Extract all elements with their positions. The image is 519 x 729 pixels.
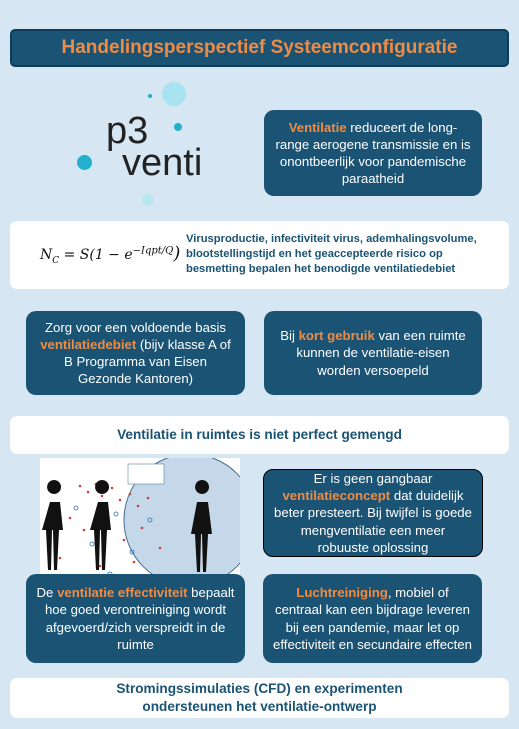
card-concept-post: dat duidelijk beter presteert. Bij twijfel is goede mengventilatie een meer robuuste oplossing xyxy=(274,488,472,555)
logo-bubble-small xyxy=(148,94,152,98)
card-kort-post: van een ruimte kunnen de ventilatie-eisen worden versoepeld xyxy=(296,328,466,378)
formula-lhs-sub: C xyxy=(52,255,60,266)
banner-niet-perfect-gemengd: Ventilatie in ruimtes is niet perfect gemengd xyxy=(10,416,509,454)
card-concept-pre: Er is geen gangbaar xyxy=(313,471,433,487)
illustration-legend-box xyxy=(128,464,164,484)
card-lucht-highlight: Luchtreiniging xyxy=(296,585,388,601)
card-concept-text xyxy=(274,470,472,556)
formula-panel xyxy=(10,221,509,289)
logo-text-venti: venti xyxy=(122,142,203,184)
card-ventilatie-effectiviteit xyxy=(26,574,245,663)
card-kort-text xyxy=(274,327,472,378)
card-ventilatie xyxy=(264,110,482,196)
banner-cfd xyxy=(10,678,509,718)
card-effectiviteit-highlight: ventilatie effectiviteit xyxy=(57,585,188,601)
card-ventilatieconcept xyxy=(263,469,483,557)
card-ventilatie-rest: reduceert de long-range aerogene transmissie en is onontbeerlijk voor pandemische paraatheid xyxy=(275,119,471,187)
banner-cfd-text: Stromingssimulaties (CFD) en experimenten ondersteunen het ventilatie-ontwerp xyxy=(116,680,403,714)
card-kort-highlight: kort gebruik xyxy=(298,328,375,344)
logo-bubble-left xyxy=(77,155,92,170)
logo-bubble-right xyxy=(174,123,182,131)
card-lucht-text xyxy=(273,584,472,653)
logo-bubble-bottom xyxy=(142,194,154,206)
formula-eq: = S(1 − e xyxy=(59,247,133,263)
formula xyxy=(40,243,180,266)
card-ventilatie-highlight: Ventilatie xyxy=(288,119,347,135)
page-title: Handelingsperspectief Systeemconfiguratie xyxy=(10,29,509,67)
mixing-illustration xyxy=(40,458,240,588)
card-basis-text xyxy=(36,319,235,388)
formula-description: Virusproductie, infectiviteit virus, ademhalingsvolume, blootstellingstijd en het geaccepteerde risico op besmetting bepalen het benodigde ventilatiedebiet xyxy=(186,233,477,276)
card-effectiviteit-text xyxy=(36,584,235,653)
card-ventilatie-text xyxy=(274,119,472,188)
card-kort-gebruik xyxy=(264,311,482,395)
card-lucht-post: , mobiel of centraal kan een bijdrage leveren bij een pandemie, maar let op effectiviteit en secundaire effecten xyxy=(273,585,472,652)
card-concept-highlight: ventilatieconcept xyxy=(282,488,391,504)
card-basis-pre: Zorg voor een voldoende basis xyxy=(44,319,227,335)
card-basis-highlight: ventilatiedebiet xyxy=(40,336,137,352)
card-basis-post: (bijv klasse A of B Programma van Eisen Gezonde Kantoren) xyxy=(64,336,231,387)
formula-close: ) xyxy=(173,243,181,264)
card-effectiviteit-pre: De xyxy=(36,585,58,601)
p3venti-logo xyxy=(60,90,250,200)
card-basis-ventilatiedebiet xyxy=(26,311,245,395)
logo-text-p3: p3 xyxy=(106,110,149,152)
formula-exponent: −Iqpt/Q xyxy=(132,245,174,257)
card-effectiviteit-post: bepaalt hoe goed verontreiniging wordt afgevoerd/zich verspreidt in de ruimte xyxy=(44,585,235,652)
card-kort-pre: Bij xyxy=(280,328,299,344)
card-luchtreiniging xyxy=(263,574,482,663)
logo-bubble-large xyxy=(162,82,186,106)
formula-lhs: N xyxy=(40,247,53,263)
